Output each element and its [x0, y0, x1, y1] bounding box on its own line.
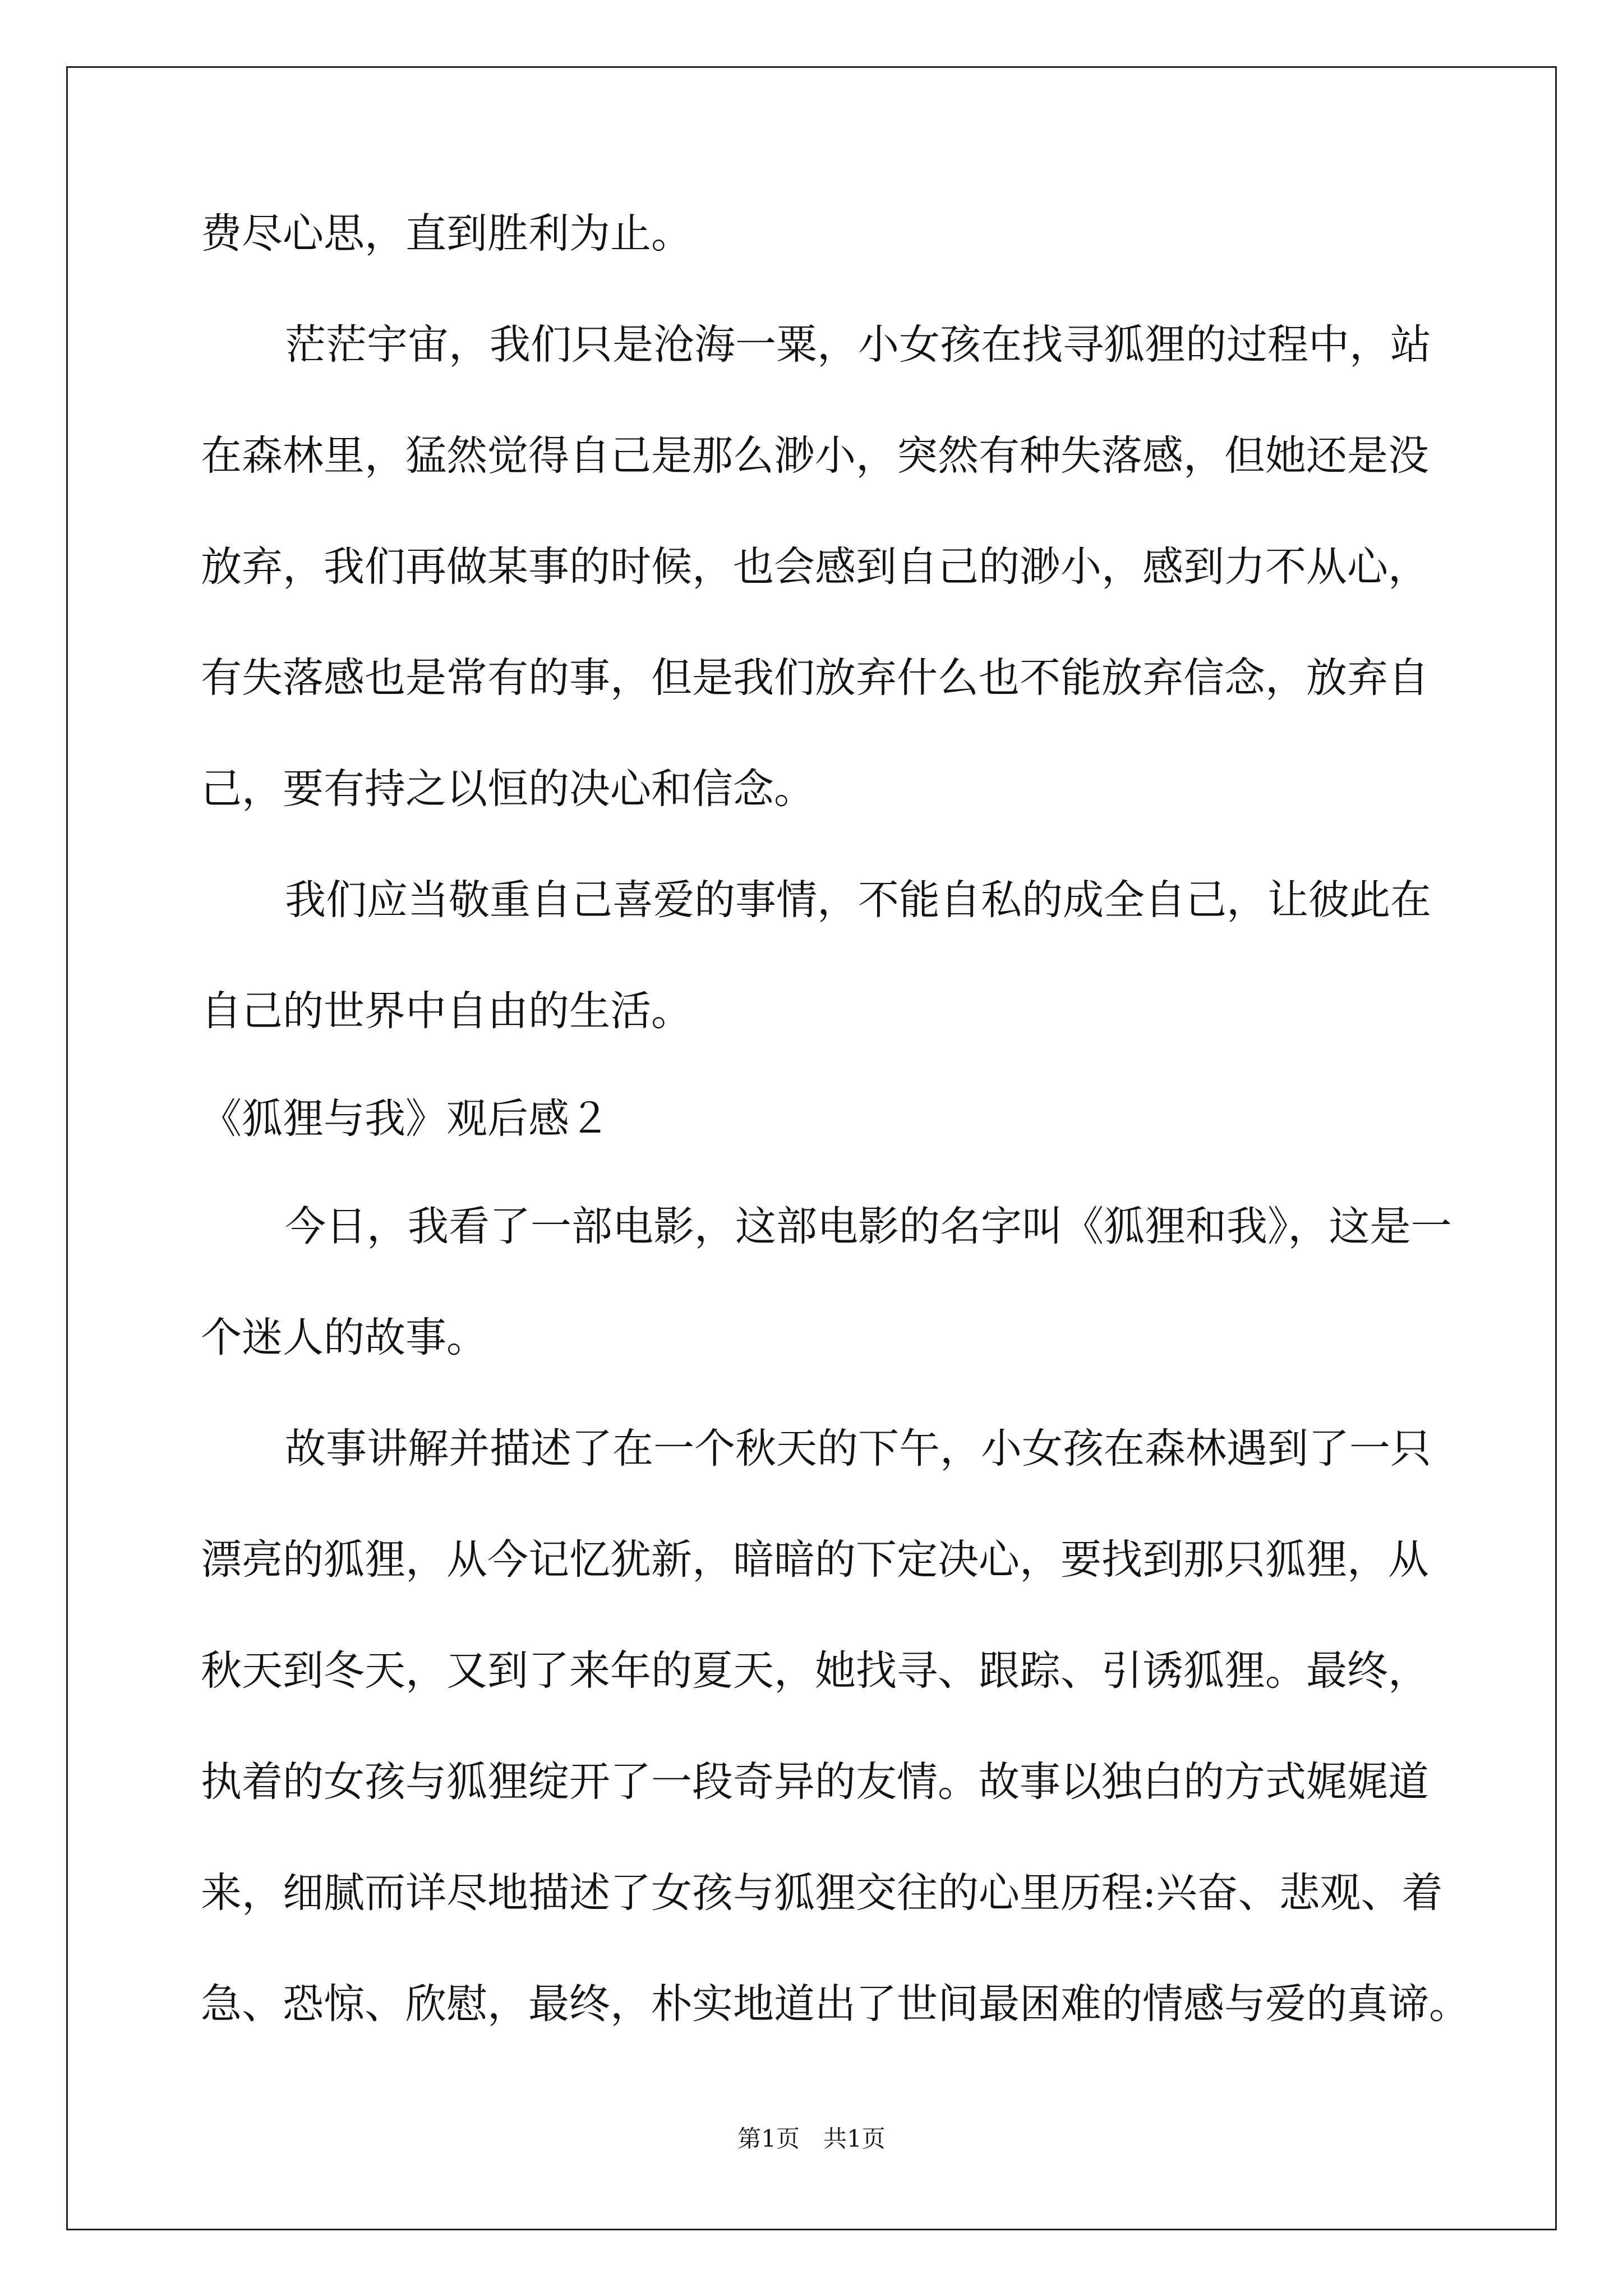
- text-line: 己，要有持之以恒的决心和信念。: [201, 765, 815, 813]
- paragraph-start-line: 今日，我看了一部电影，这部电影的名字叫《狐狸和我》，这是一: [285, 1203, 1452, 1250]
- section-heading: 《狐狸与我》观后感２: [201, 1095, 610, 1143]
- text-line: 来，细腻而详尽地描述了女孩与狐狸交往的心里历程:兴奋、悲观、着: [201, 1869, 1443, 1917]
- text-line: 放弃，我们再做某事的时候，也会感到自己的渺小，感到力不从心，: [201, 543, 1429, 591]
- text-line: 执着的女孩与狐狸绽开了一段奇异的友情。故事以独白的方式娓娓道: [201, 1758, 1429, 1806]
- paragraph-start-line: 故事讲解并描述了在一个秋天的下午，小女孩在森林遇到了一只: [285, 1425, 1431, 1473]
- text-line: 个迷人的故事。: [201, 1314, 487, 1361]
- text-line: 在森林里，猛然觉得自己是那么渺小，突然有种失落感，但她还是没: [201, 432, 1429, 480]
- text-line: 漂亮的狐狸，从今记忆犹新，暗暗的下定决心，要找到那只狐狸，从: [201, 1536, 1429, 1584]
- text-line: 秋天到冬天，又到了来年的夏天，她找寻、跟踪、引诱狐狸。最终，: [201, 1647, 1429, 1695]
- text-line: 自己的世界中自由的生活。: [201, 987, 692, 1035]
- page-footer: 第1页 共1页: [737, 2125, 886, 2152]
- text-line: 费尽心思，直到胜利为止。: [201, 210, 692, 257]
- text-line: 有失落感也是常有的事，但是我们放弃什么也不能放弃信念，放弃自: [201, 654, 1429, 702]
- text-line: 急、恐惊、欣慰，最终，朴实地道出了世间最困难的情感与爱的真谛。: [201, 1980, 1470, 2028]
- paragraph-start-line: 我们应当敬重自己喜爱的事情，不能自私的成全自己，让彼此在: [285, 876, 1431, 924]
- paragraph-start-line: 茫茫宇宙，我们只是沧海一粟，小女孩在找寻狐狸的过程中，站: [285, 321, 1431, 369]
